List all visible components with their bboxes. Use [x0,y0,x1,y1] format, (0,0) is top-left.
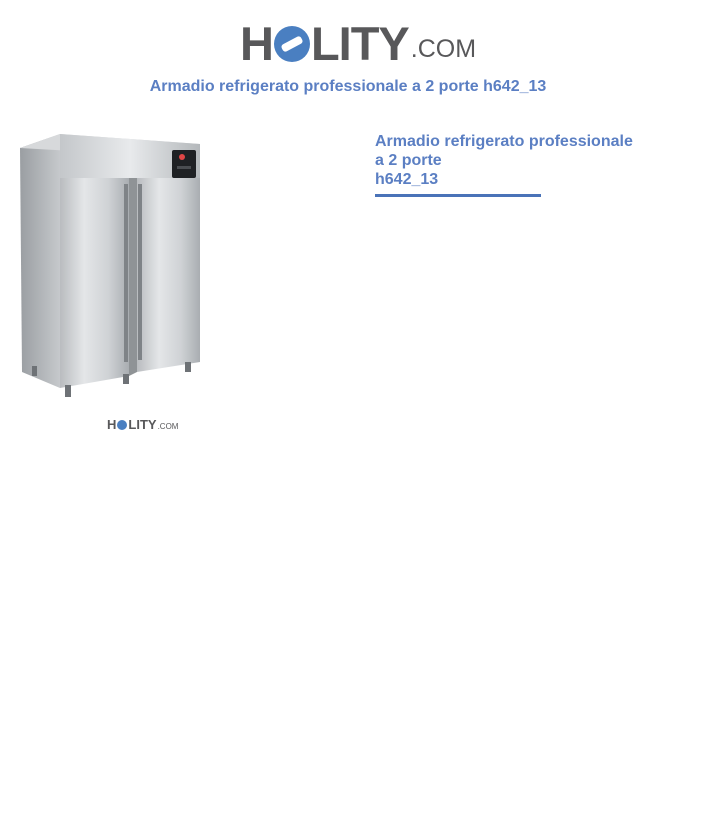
page-title: Armadio refrigerato professionale a 2 porte h642_13 [149,78,547,95]
watermark-o-icon [117,420,127,430]
watermark-text-end: LITY [128,417,157,432]
watermark-suffix: .COM [157,422,179,431]
watermark-text-start: H [107,417,117,432]
product-heading-line-1: Armadio refrigerato professionale [375,133,633,150]
logo-text-end: LITY [310,17,409,70]
logo-o-icon [274,26,310,62]
product-heading [375,132,675,189]
image-watermark-logo [107,418,178,431]
refrigerated-cabinet-image [12,126,212,401]
logo-text-start: H [240,17,273,70]
product-heading-line-3: h642_13 [375,171,439,188]
product-heading-line-2: a 2 porte [375,152,442,169]
holity-logo[interactable] [240,12,480,70]
heading-underline [375,194,541,197]
logo-suffix: .COM [410,35,477,63]
